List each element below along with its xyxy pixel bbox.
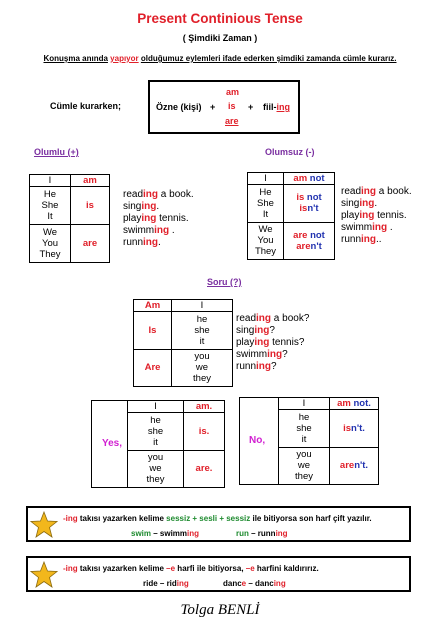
- yes-r3a: you we they: [128, 450, 184, 488]
- formula-plus2: +: [248, 102, 254, 112]
- positive-heading: Olumlu (+): [34, 147, 79, 157]
- note2-text: -ing takısı yazarken kelime –e harfi ile bitiyorsa, –e harfini kaldırırız.: [63, 564, 319, 573]
- positive-table: [29, 174, 264, 263]
- formula-box: [148, 80, 300, 134]
- no-label: No,: [249, 435, 266, 446]
- neg-s5: running..: [341, 234, 382, 245]
- note-doubling: [26, 506, 411, 542]
- negative-table: [247, 172, 432, 260]
- note1-ex1: swim – swimming: [131, 529, 200, 538]
- intro-part3: olduğumuz eylemleri ifade ederken şimdiki zamanda cümle kurarız.: [140, 54, 397, 63]
- intro-text: [0, 54, 440, 63]
- intro-part1: Konuşma anında: [43, 54, 108, 63]
- note2-ex1: ride – riding: [143, 579, 189, 588]
- no-table: [278, 397, 379, 485]
- neg-s2: singing.: [341, 198, 378, 209]
- formula-subject: Özne (kişi): [156, 102, 202, 112]
- neg-r3a: We You They: [248, 222, 284, 260]
- yes-table: [127, 400, 225, 488]
- yes-r1b: am.: [184, 401, 225, 413]
- formula-fiil: fiil-: [263, 102, 277, 112]
- question-table: [133, 299, 318, 387]
- formula-am: am: [226, 87, 240, 97]
- formula-is: is: [228, 101, 236, 111]
- pos-s1: reading a book.: [123, 188, 194, 200]
- page-title: Present Continious Tense: [137, 11, 303, 26]
- negative-heading: Olumsuz (-): [265, 147, 315, 157]
- pos-r1b: am: [71, 175, 110, 187]
- yes-label: Yes,: [102, 438, 123, 449]
- note2-ex2: dance – dancing: [223, 579, 286, 588]
- pos-r1a: I: [30, 175, 71, 187]
- q-s5: running?: [236, 361, 277, 372]
- q-r2a: Is: [134, 312, 172, 350]
- no-r1b: am not.: [330, 398, 379, 410]
- pos-r3a: We You They: [30, 225, 71, 263]
- neg-s4: swimming .: [341, 222, 393, 233]
- q-sentences: [233, 300, 319, 387]
- yes-r3b: are.: [184, 450, 225, 488]
- q-r2b: he she it: [172, 312, 233, 350]
- formula-are: are: [225, 116, 239, 126]
- note-drop-e: [26, 556, 411, 592]
- q-s2: singing?: [236, 325, 275, 336]
- note1-ex2: run – running: [236, 529, 288, 538]
- star-icon: [30, 511, 58, 539]
- formula-ing: ing: [276, 102, 290, 112]
- neg-r1a: I: [248, 173, 284, 185]
- pos-s5: running.: [123, 236, 161, 248]
- neg-r3b: are not aren't: [284, 222, 335, 260]
- intro-part2: yapıyor: [110, 54, 139, 63]
- q-r1b: I: [172, 300, 233, 312]
- q-s3: playing tennis?: [236, 337, 305, 348]
- q-r3b: you we they: [172, 349, 233, 387]
- pos-r2b: is: [71, 187, 110, 225]
- note1-text: -ing takısı yazarken kelime sessiz + sesli + sessiz ile bitiyorsa son harf çift yazılır.: [63, 514, 372, 523]
- pos-s4: swimming .: [123, 224, 175, 236]
- neg-r2a: He She It: [248, 185, 284, 223]
- q-s4: swimming?: [236, 349, 288, 360]
- neg-r2b: is not isn't: [284, 185, 335, 223]
- neg-s1: reading a book.: [341, 186, 412, 197]
- pos-s3: playing tennis.: [123, 212, 189, 224]
- page-subtitle: ( Şimdiki Zaman ): [182, 33, 258, 43]
- neg-s3: playing tennis.: [341, 210, 407, 221]
- no-r1a: I: [279, 398, 330, 410]
- pos-r2a: He She It: [30, 187, 71, 225]
- question-heading: Soru (?): [207, 277, 242, 287]
- formula-plus1: +: [210, 102, 216, 112]
- no-r3b: aren't.: [330, 447, 379, 485]
- q-r3a: Are: [134, 349, 172, 387]
- q-s1: reading a book?: [236, 313, 310, 324]
- yes-r2a: he she it: [128, 413, 184, 451]
- formula-verb: [263, 102, 290, 112]
- neg-r1b: am not: [284, 173, 335, 185]
- pos-sentences: [110, 175, 265, 263]
- formula-label: Cümle kurarken;: [50, 101, 122, 111]
- no-r2b: isn't.: [330, 410, 379, 448]
- q-r1a: Am: [134, 300, 172, 312]
- author-signature: Tolga BENLİ: [180, 602, 260, 618]
- no-r3a: you we they: [279, 447, 330, 485]
- pos-s2: singing.: [123, 200, 160, 212]
- no-r2a: he she it: [279, 410, 330, 448]
- yes-r1a: I: [128, 401, 184, 413]
- yes-r2b: is.: [184, 413, 225, 451]
- star-icon: [30, 561, 58, 589]
- pos-r3b: are: [71, 225, 110, 263]
- neg-sentences: [335, 173, 433, 260]
